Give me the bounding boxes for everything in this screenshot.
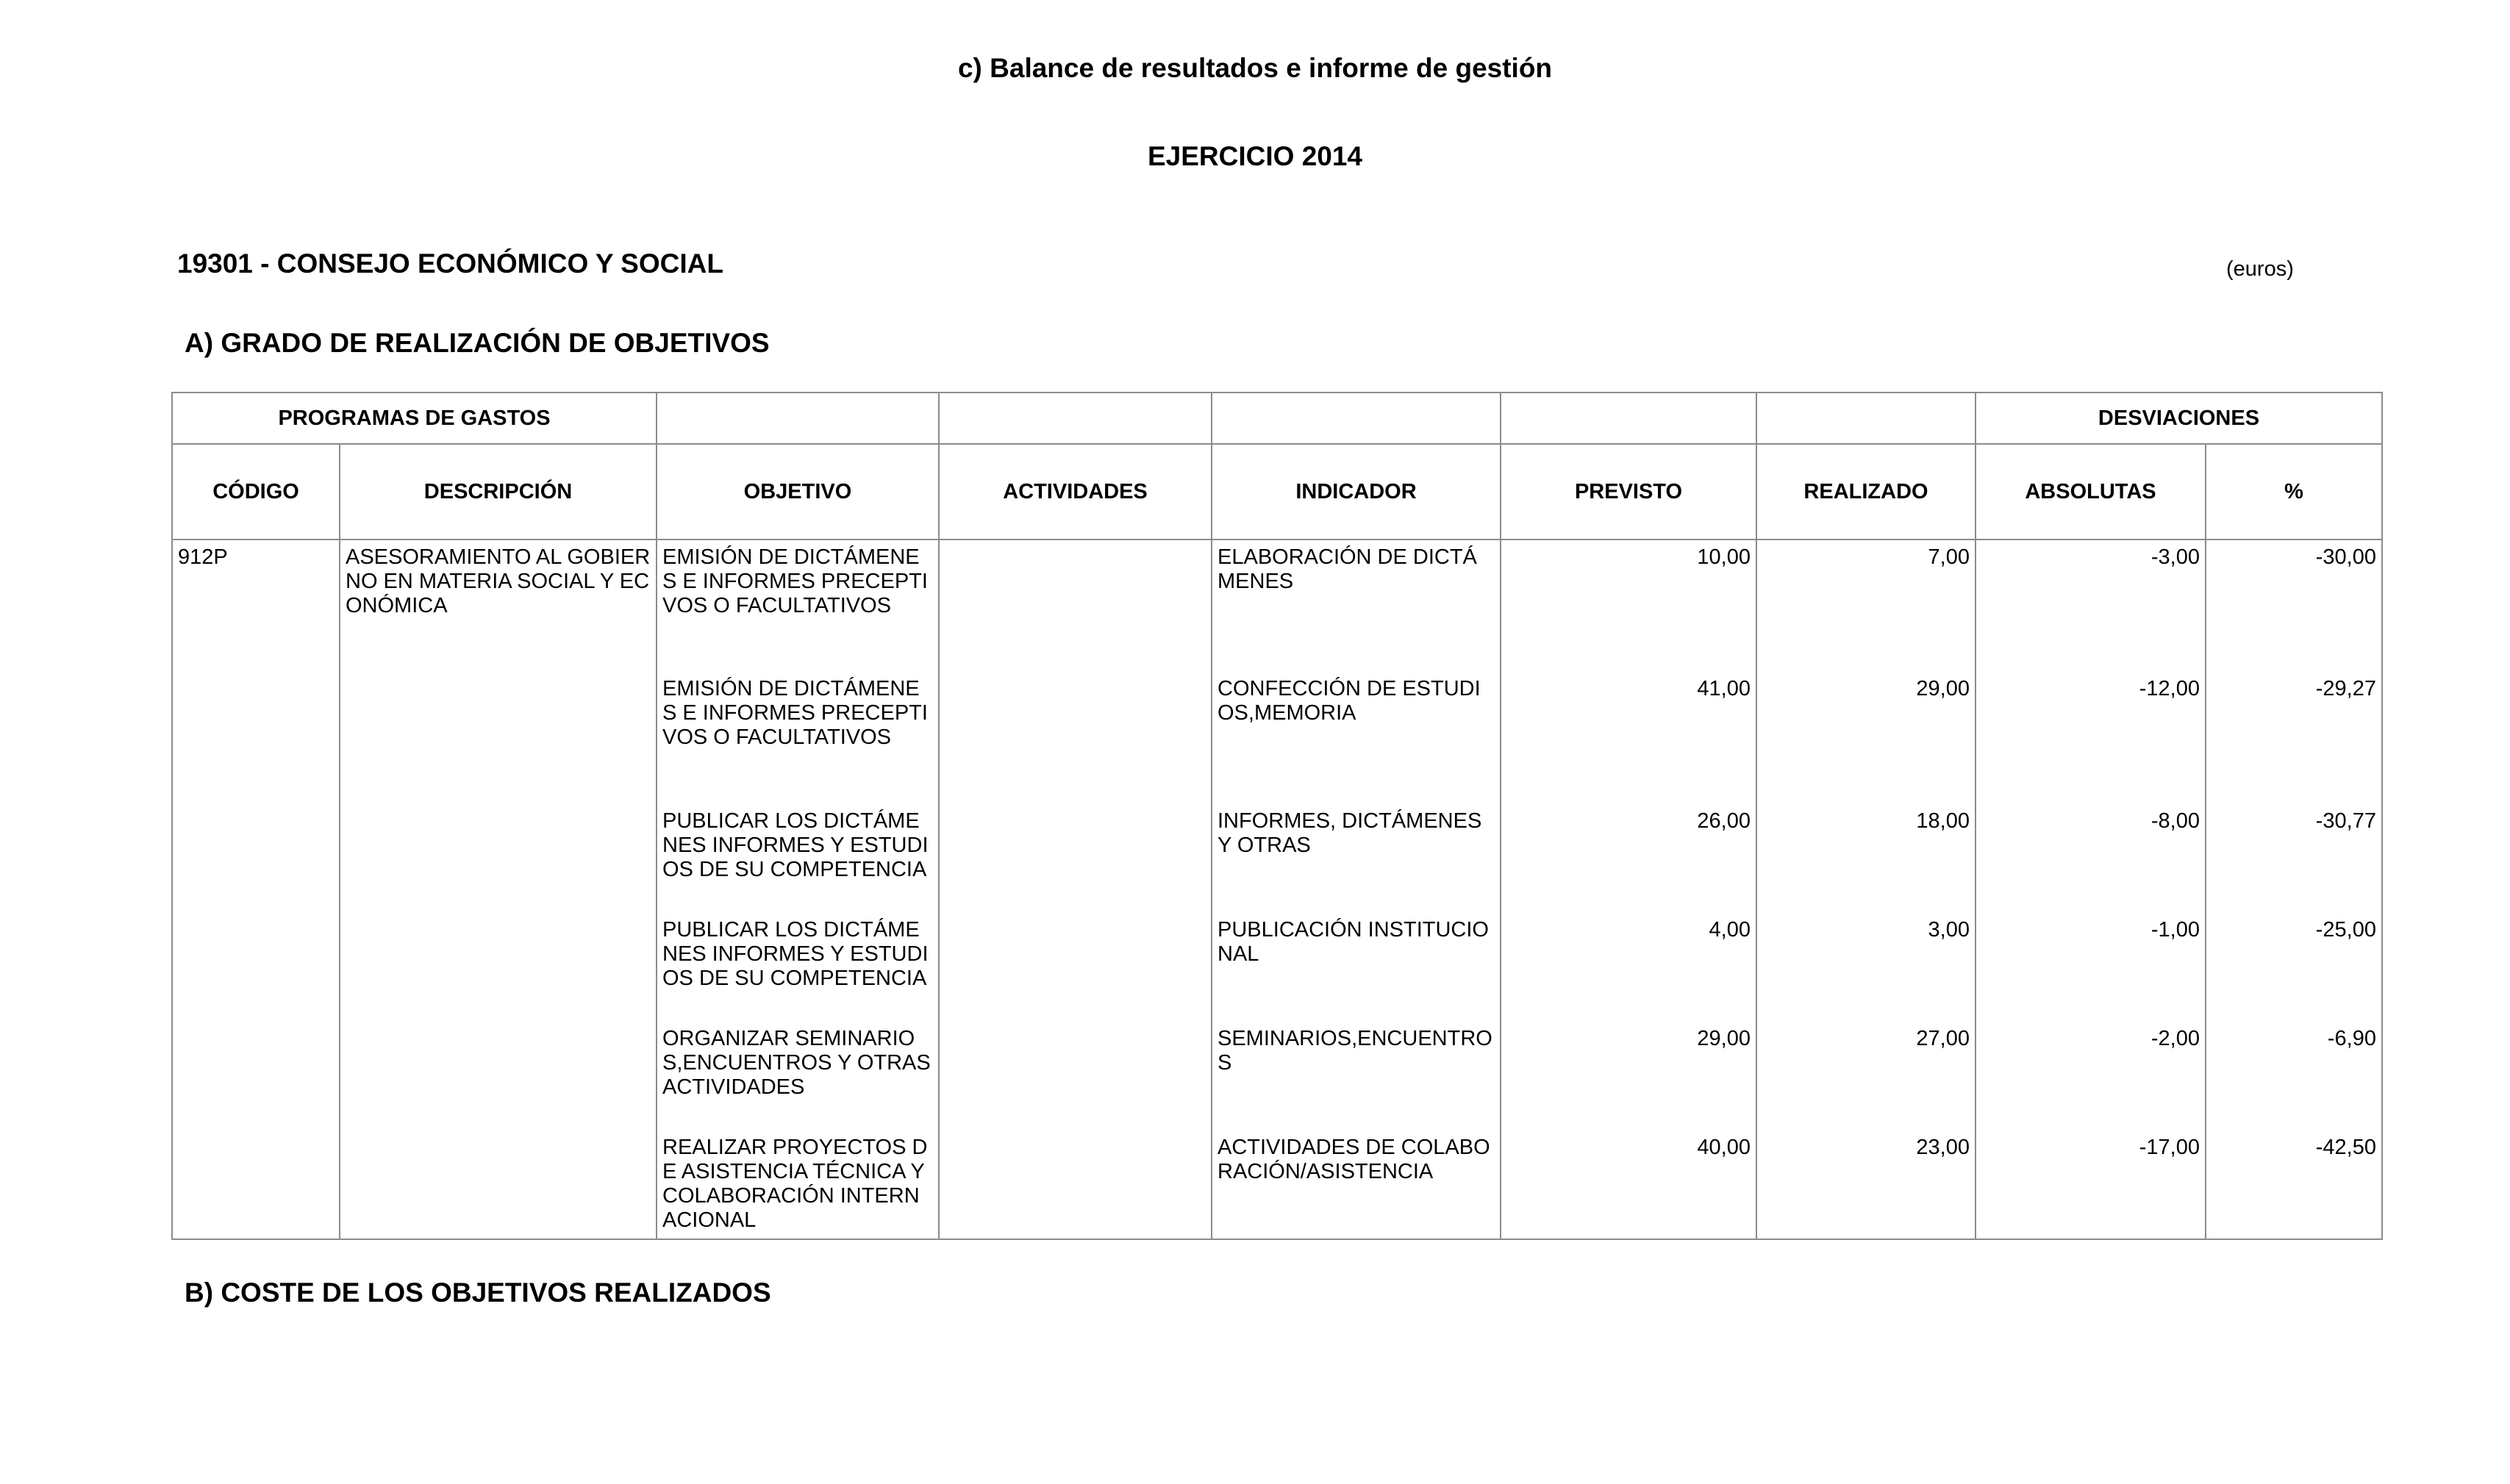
column-header-indicador: INDICADOR (1212, 444, 1501, 540)
header-empty-cell (657, 392, 939, 444)
column-header-percent: % (2206, 444, 2382, 540)
previsto-cell: 10,00 (1501, 540, 1756, 672)
indicator-cell: PUBLICACIÓN INSTITUCIONAL (1212, 913, 1501, 1022)
header-programas-de-gastos: PROGRAMAS DE GASTOS (172, 392, 657, 444)
entity-name: 19301 - CONSEJO ECONÓMICO Y SOCIAL (177, 248, 723, 279)
percent-cell: -29,27 (2206, 672, 2382, 804)
previsto-cell: 4,00 (1501, 913, 1756, 1022)
percent-cell: -30,00 (2206, 540, 2382, 672)
realizado-cell: 27,00 (1756, 1022, 1976, 1130)
previsto-cell: 29,00 (1501, 1022, 1756, 1130)
activities-cell (939, 672, 1212, 804)
realizado-cell: 7,00 (1756, 540, 1976, 672)
objective-cell: EMISIÓN DE DICTÁMENES E INFORMES PRECEPTIVOS O FACULTATIVOS (657, 672, 939, 804)
activities-cell (939, 1022, 1212, 1130)
exercise-year: EJERCICIO 2014 (1147, 141, 1363, 171)
header-empty-cell (1501, 392, 1756, 444)
objective-cell: EMISIÓN DE DICTÁMENES E INFORMES PRECEPTIVOS O FACULTATIVOS (657, 540, 939, 672)
header-empty-cell (939, 392, 1212, 444)
table-row (172, 540, 2382, 672)
column-header-actividades: ACTIVIDADES (939, 444, 1212, 540)
objectives-table (171, 392, 2383, 1240)
absolutas-cell: -3,00 (1976, 540, 2206, 672)
activities-cell (939, 540, 1212, 672)
indicator-cell: CONFECCIÓN DE ESTUDIOS,MEMORIA (1212, 672, 1501, 804)
activities-cell (939, 913, 1212, 1022)
previsto-cell: 41,00 (1501, 672, 1756, 804)
absolutas-cell: -12,00 (1976, 672, 2206, 804)
column-header-previsto: PREVISTO (1501, 444, 1756, 540)
objective-cell: PUBLICAR LOS DICTÁMENES INFORMES Y ESTUDIOS DE SU COMPETENCIA (657, 804, 939, 913)
currency-units: (euros) (2226, 257, 2294, 281)
header-empty-cell (1756, 392, 1976, 444)
program-code: 912P (172, 540, 340, 1239)
percent-cell: -30,77 (2206, 804, 2382, 913)
group-header-row (172, 392, 2382, 444)
absolutas-cell: -8,00 (1976, 804, 2206, 913)
header-desviaciones: DESVIACIONES (1976, 392, 2382, 444)
indicator-cell: SEMINARIOS,ENCUENTROS (1212, 1022, 1501, 1130)
activities-cell (939, 804, 1212, 913)
section-b-title: B) COSTE DE LOS OBJETIVOS REALIZADOS (185, 1277, 771, 1308)
document-title: c) Balance de resultados e informe de gestión (957, 53, 1553, 83)
column-header-descripcion: DESCRIPCIÓN (340, 444, 657, 540)
header-empty-cell (1212, 392, 1501, 444)
column-header-row (172, 444, 2382, 540)
indicator-cell: ACTIVIDADES DE COLABORACIÓN/ASISTENCIA (1212, 1130, 1501, 1239)
indicator-cell: ELABORACIÓN DE DICTÁMENES (1212, 540, 1501, 672)
objective-cell: ORGANIZAR SEMINARIOS,ENCUENTROS Y OTRAS ACTIVIDADES (657, 1022, 939, 1130)
column-header-realizado: REALIZADO (1756, 444, 1976, 540)
percent-cell: -6,90 (2206, 1022, 2382, 1130)
objective-cell: REALIZAR PROYECTOS DE ASISTENCIA TÉCNICA Y COLABORACIÓN INTERNACIONAL (657, 1130, 939, 1239)
column-header-objetivo: OBJETIVO (657, 444, 939, 540)
percent-cell: -42,50 (2206, 1130, 2382, 1239)
absolutas-cell: -17,00 (1976, 1130, 2206, 1239)
column-header-codigo: CÓDIGO (172, 444, 340, 540)
previsto-cell: 26,00 (1501, 804, 1756, 913)
percent-cell: -25,00 (2206, 913, 2382, 1022)
realizado-cell: 23,00 (1756, 1130, 1976, 1239)
absolutas-cell: -1,00 (1976, 913, 2206, 1022)
column-header-absolutas: ABSOLUTAS (1976, 444, 2206, 540)
realizado-cell: 18,00 (1756, 804, 1976, 913)
previsto-cell: 40,00 (1501, 1130, 1756, 1239)
absolutas-cell: -2,00 (1976, 1022, 2206, 1130)
indicator-cell: INFORMES, DICTÁMENES Y OTRAS (1212, 804, 1501, 913)
realizado-cell: 3,00 (1756, 913, 1976, 1022)
section-a-title: A) GRADO DE REALIZACIÓN DE OBJETIVOS (185, 328, 770, 358)
realizado-cell: 29,00 (1756, 672, 1976, 804)
program-description: ASESORAMIENTO AL GOBIERNO EN MATERIA SOCIAL Y ECONÓMICA (340, 540, 657, 1239)
objective-cell: PUBLICAR LOS DICTÁMENES INFORMES Y ESTUDIOS DE SU COMPETENCIA (657, 913, 939, 1022)
activities-cell (939, 1130, 1212, 1239)
